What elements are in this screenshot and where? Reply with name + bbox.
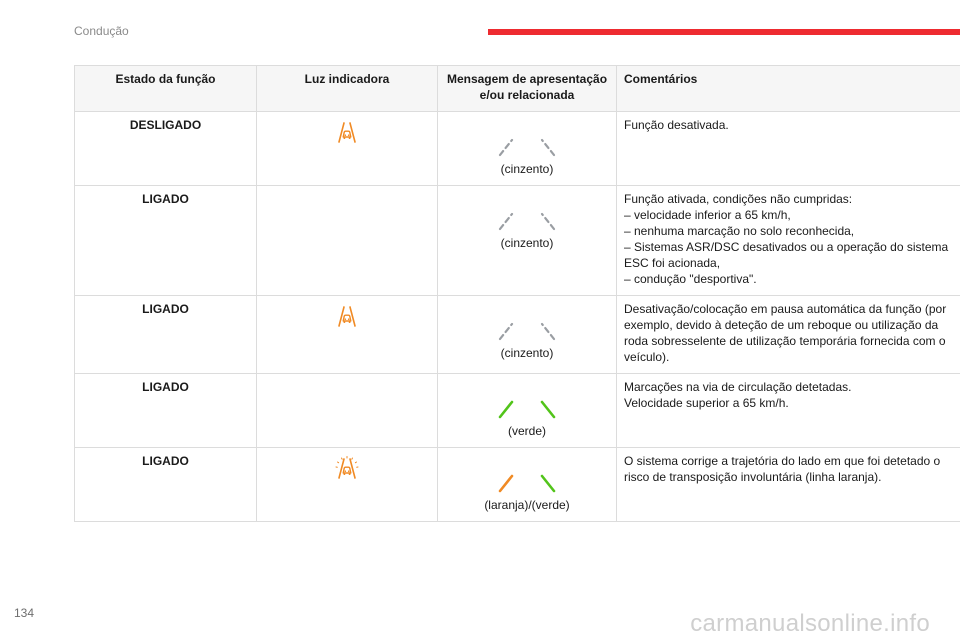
state-cell: LIGADO (75, 186, 257, 296)
state-cell: DESLIGADO (75, 112, 257, 186)
state-cell: LIGADO (75, 374, 257, 448)
lane-markers-orange-green-icon (487, 465, 567, 495)
message-label: (laranja)/(verde) (484, 498, 570, 512)
table-row (75, 374, 960, 448)
lane-markers-green-icon (487, 391, 567, 421)
watermark: carmanualsonline.info (690, 610, 930, 637)
message-cell (438, 448, 617, 522)
message-cell (438, 374, 617, 448)
message-cell (438, 186, 617, 296)
state-cell: LIGADO (75, 296, 257, 374)
table-row (75, 186, 960, 296)
lane-markers-grey-icon (487, 129, 567, 159)
header-state: Estado da função (75, 66, 257, 112)
message-label: (cinzento) (500, 236, 554, 250)
lane-markers-grey-icon (487, 203, 567, 233)
indicator-cell (257, 296, 438, 374)
header-comments: Comentários (617, 66, 960, 112)
indicator-cell (257, 374, 438, 448)
page-number: 134 (14, 606, 35, 620)
message-cell (438, 296, 617, 374)
state-cell: LIGADO (75, 448, 257, 522)
lane-departure-orange-icon (335, 304, 359, 328)
comment-cell: O sistema corrige a trajetória do lado em que foi detetado o risco de transposição involuntária (linha laranja). (617, 448, 960, 522)
message-label: (cinzento) (500, 162, 554, 176)
indicator-cell (257, 448, 438, 522)
message-label: (cinzento) (500, 346, 554, 360)
lane-departure-flashing-orange-icon (335, 456, 359, 480)
table-row (75, 448, 960, 522)
message-cell (438, 112, 617, 186)
table-row (75, 112, 960, 186)
message-label: (verde) (507, 424, 546, 438)
header-indicator: Luz indicadora (257, 66, 438, 112)
lane-departure-orange-icon (335, 120, 359, 144)
lane-markers-grey-icon (487, 313, 567, 343)
section-accent-bar (488, 29, 960, 35)
header-message: Mensagem de apresentação e/ou relacionada (438, 66, 617, 112)
comment-cell: Desativação/colocação em pausa automática da função (por exemplo, devido à deteção de um reboque ou utilização da roda sobresselente de utilização temporária fornecida com o veículo). (617, 296, 960, 374)
table-header-row (75, 66, 960, 112)
comment-cell: Marcações na via de circulação detetadas. Velocidade superior a 65 km/h. (617, 374, 960, 448)
indicator-cell (257, 186, 438, 296)
section-title: Condução (74, 24, 129, 38)
comment-cell: Função desativada. (617, 112, 960, 186)
table-row (75, 296, 960, 374)
function-status-table (74, 65, 960, 522)
indicator-cell (257, 112, 438, 186)
comment-cell: Função ativada, condições não cumpridas: – velocidade inferior a 65 km/h, – nenhuma marcação no solo reconhecida, – Sistemas ASR/DSC desativados ou a operação do sistema ESC foi acionada, – condução "desportiva". (617, 186, 960, 296)
